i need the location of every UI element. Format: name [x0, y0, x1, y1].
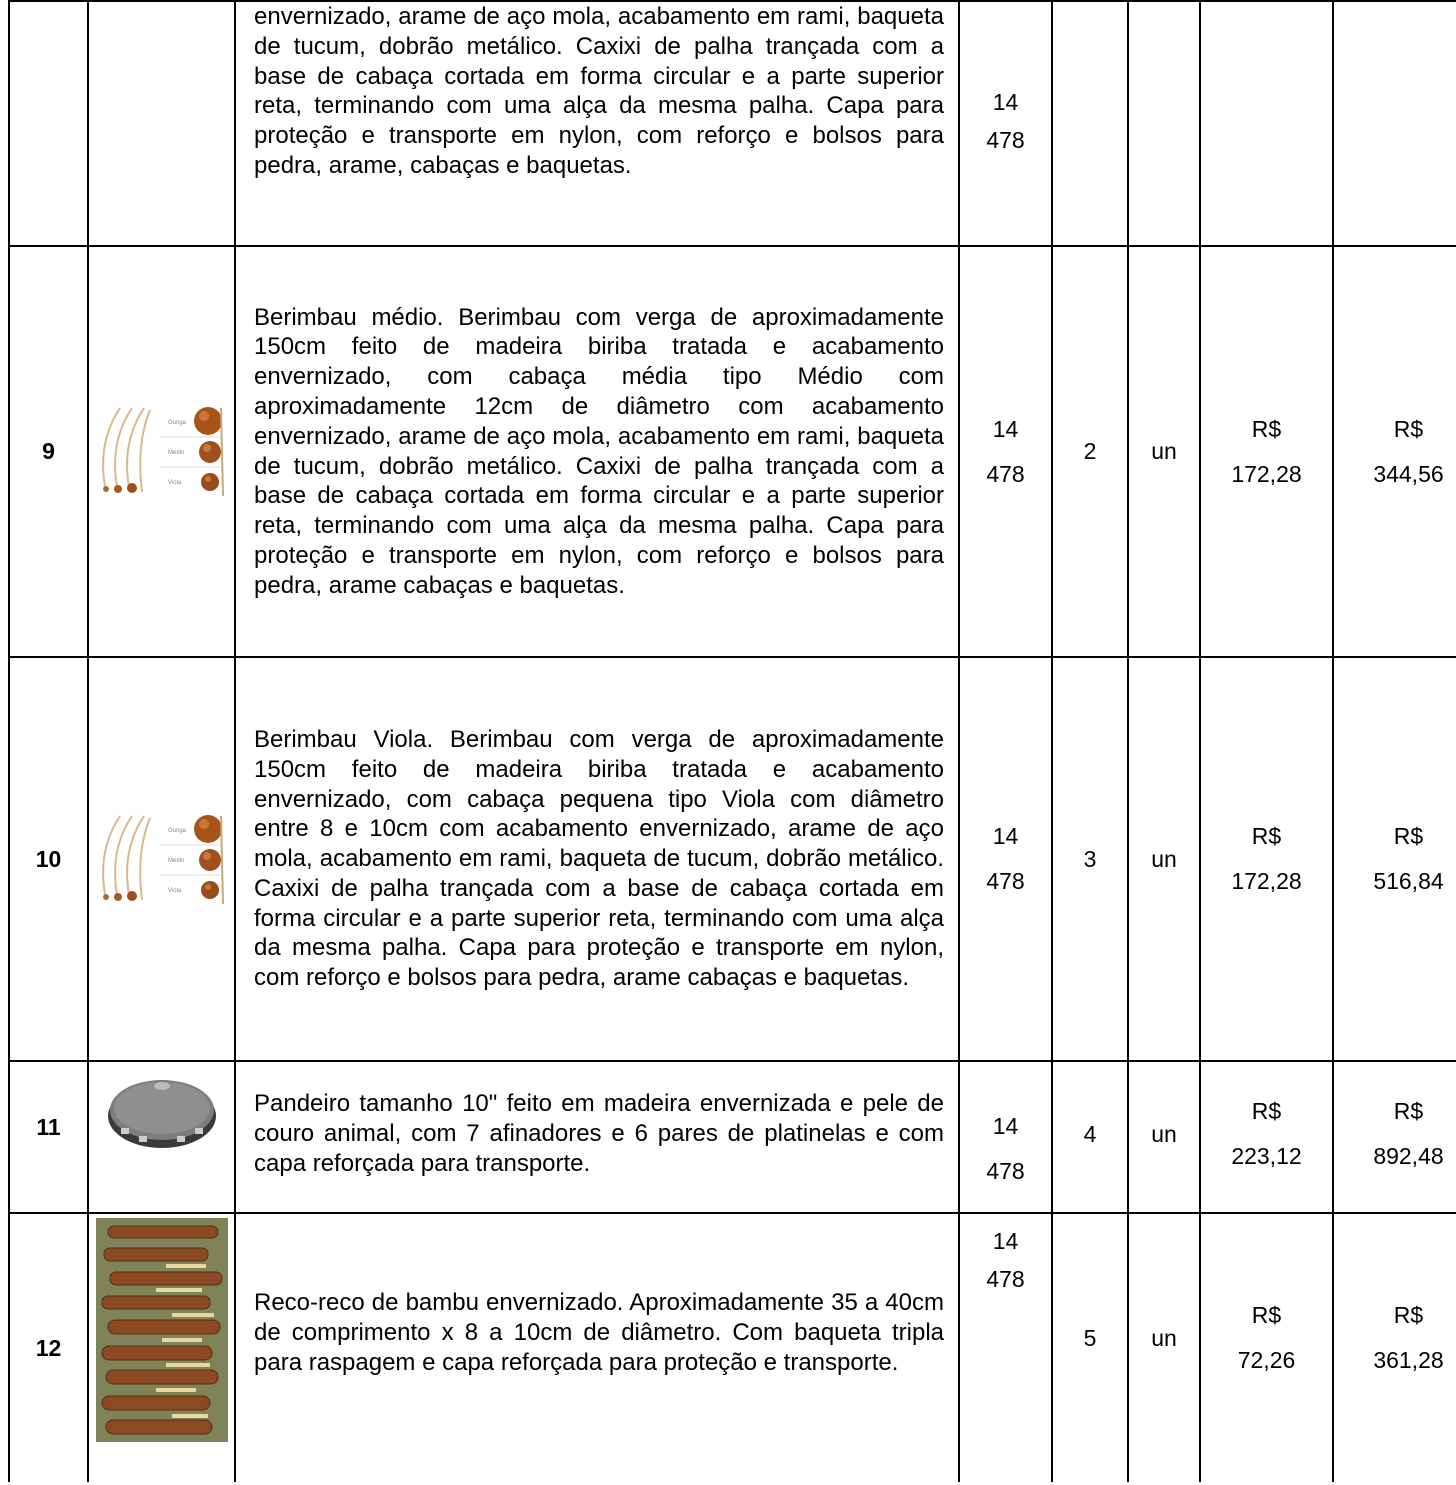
catalog-code-line2: 478 [986, 1158, 1025, 1184]
item-unit-price [1200, 1, 1333, 246]
svg-text:Viola: Viola [167, 480, 181, 486]
item-image-cell [88, 246, 235, 657]
berimbau-set-icon [98, 812, 226, 907]
total-price-value: 516,84 [1373, 868, 1444, 894]
unit-price-value: 72,26 [1237, 1347, 1296, 1373]
catalog-code-line1: 14 [992, 415, 1019, 442]
total-price-currency: R$ [1393, 1302, 1424, 1328]
total-price-currency: R$ [1393, 823, 1424, 849]
total-price-currency: R$ [1393, 415, 1424, 442]
catalog-code-line1: 14 [992, 88, 1019, 115]
item-image-cell [88, 657, 235, 1061]
item-unit: un [1128, 246, 1200, 657]
svg-text:Viola: Viola [167, 887, 181, 894]
total-price-value: 344,56 [1373, 460, 1444, 487]
catalog-code-line1: 14 [992, 823, 1019, 849]
item-number: 10 [9, 657, 88, 1061]
reco-reco-icon [96, 1218, 228, 1442]
item-description: Berimbau Viola. Berimbau com verga de aproximadamente 150cm feito de madeira biriba tratada e acabamento envernizado, com cabaça pequena tipo Viola com diâmetro entre 8 e 10cm com acabamento envernizado, arame de aço mola, acabamento em rami, baqueta de tucum, dobrão metálico. Caxixi de palha trançada com a base de cabaça cortada em forma circular e a parte superior reta, terminando com uma alça da mesma palha. Capa para proteção e transporte em nylon, com reforço e bolsos para pedra, arame cabaças e baquetas. [235, 657, 959, 1061]
catalog-code [959, 657, 1052, 1061]
item-unit-price [1200, 1213, 1333, 1482]
catalog-code-line2: 478 [986, 460, 1025, 487]
catalog-code-line1: 14 [992, 1113, 1019, 1139]
unit-price-value: 223,12 [1231, 1143, 1302, 1169]
item-image-cell [88, 1061, 235, 1213]
table-row [9, 1213, 1456, 1482]
item-total-price [1333, 657, 1456, 1061]
unit-price-value: 172,28 [1231, 460, 1302, 487]
item-quantity: 2 [1052, 246, 1128, 657]
table-row [9, 1061, 1456, 1213]
unit-price-currency: R$ [1251, 415, 1282, 442]
item-unit-price [1200, 1061, 1333, 1213]
table-row [9, 246, 1456, 657]
svg-text:Gunga: Gunga [167, 420, 186, 426]
item-number [9, 1, 88, 246]
item-unit [1128, 1, 1200, 246]
catalog-code-line1: 14 [992, 1228, 1019, 1254]
svg-text:Gunga: Gunga [167, 827, 186, 834]
catalog-code [959, 246, 1052, 657]
item-unit: un [1128, 1061, 1200, 1213]
table-row [9, 1, 1456, 246]
item-unit: un [1128, 657, 1200, 1061]
catalog-code-line2: 478 [986, 868, 1025, 894]
item-description: Pandeiro tamanho 10" feito em madeira envernizada e pele de couro animal, com 7 afinadores e 6 pares de platinelas e com capa reforçada para transporte. [235, 1061, 959, 1213]
item-total-price [1333, 1061, 1456, 1213]
item-description: envernizado, arame de aço mola, acabamento em rami, baqueta de tucum, dobrão metálico. Caxixi de palha trançada com a base de cabaça cortada em forma circular e a parte superior reta, terminando com uma alça da mesma palha. Capa para proteção e transporte em nylon, com reforço e bolsos para pedra, arame, cabaças e baquetas. [235, 1, 959, 246]
total-price-value: 892,48 [1373, 1143, 1444, 1169]
catalog-code [959, 1061, 1052, 1213]
svg-text:Medio: Medio [167, 450, 184, 456]
item-unit-price [1200, 246, 1333, 657]
item-description: Reco-reco de bambu envernizado. Aproximadamente 35 a 40cm de comprimento x 8 a 10cm de diâmetro. Com baqueta tripla para raspagem e capa reforçada para proteção e transporte. [235, 1213, 959, 1482]
item-description: Berimbau médio. Berimbau com verga de aproximadamente 150cm feito de madeira biriba tratada e acabamento envernizado, com cabaça média tipo Médio com aproximadamente 12cm de diâmetro com acabamento envernizado, arame de aço mola, acabamento em rami, baqueta de tucum, dobrão metálico. Caxixi de palha trançada com a base de cabaça cortada em forma circular e a parte superior reta, terminando com uma alça da mesma palha. Capa para proteção e transporte em nylon, com reforço e bolsos para pedra, arame cabaças e baquetas. [235, 246, 959, 657]
item-number: 12 [9, 1213, 88, 1482]
item-quantity: 3 [1052, 657, 1128, 1061]
unit-price-value: 172,28 [1231, 868, 1302, 894]
total-price-value: 361,28 [1373, 1347, 1444, 1373]
item-quantity [1052, 1, 1128, 246]
item-unit: un [1128, 1213, 1200, 1482]
item-number: 11 [9, 1061, 88, 1213]
item-quantity: 5 [1052, 1213, 1128, 1482]
item-total-price [1333, 1213, 1456, 1482]
item-total-price [1333, 1, 1456, 246]
pandeiro-icon [105, 1072, 219, 1152]
unit-price-currency: R$ [1251, 823, 1282, 849]
table-row [9, 657, 1456, 1061]
unit-price-currency: R$ [1251, 1302, 1282, 1328]
catalog-code-line2: 478 [986, 1266, 1025, 1292]
item-number: 9 [9, 246, 88, 657]
catalog-code-line2: 478 [986, 126, 1025, 153]
svg-text:Medio: Medio [167, 857, 184, 864]
catalog-code [959, 1213, 1052, 1482]
total-price-currency: R$ [1393, 1098, 1424, 1124]
item-image-cell [88, 1213, 235, 1482]
berimbau-set-icon [98, 404, 226, 499]
unit-price-currency: R$ [1251, 1098, 1282, 1124]
catalog-code [959, 1, 1052, 246]
item-unit-price [1200, 657, 1333, 1061]
item-quantity: 4 [1052, 1061, 1128, 1213]
item-image-cell [88, 1, 235, 246]
item-total-price [1333, 246, 1456, 657]
items-table [8, 0, 1456, 1482]
